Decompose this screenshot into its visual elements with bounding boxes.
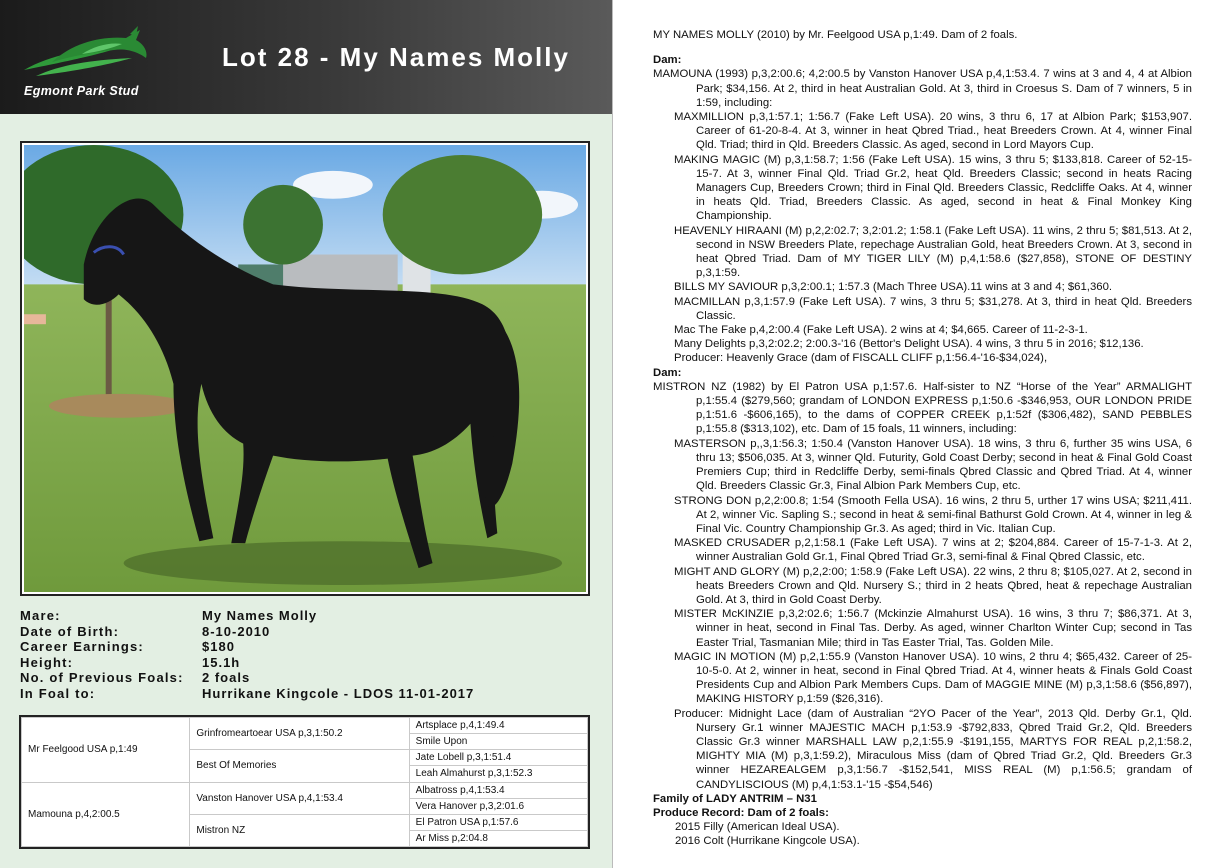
pedigree-gen2: Mistron NZ — [190, 814, 409, 846]
first-dam-progeny — [653, 110, 1192, 323]
mare-details — [20, 608, 600, 701]
detail-label: No. of Previous Foals: — [20, 670, 184, 685]
left-panel — [0, 0, 612, 868]
pedigree-sire: Mr Feelgood USA p,1:49 — [22, 718, 190, 783]
second-dam-producer: Producer: Midnight Lace (dam of Australian “2YO Pacer of the Year”, 2013 Qld. Derby Gr.1, Qld. Nursery Gr.1 winner MAJESTIC MACH p,1:53.9 -$792,833, Qbred Traid Gr.2, Qld. Breeders Classic Gr.3 winner MARSHALL LAW p,2,1:55.9 -$191,155, MARTYS FOR REAL p,2,1:58.2, MIGHTY MIA (M) p,3,1:59.2), Miraculous Miss (dam of Qbred Triad Gr.2, Qld. Breeders Gr.3 winner HEZAREALGEM p,3,1:56.7 -$152,541, MISS REAL (M) p,1:56.5; grandam of CANDYLISCIOUS (M) p,4,1:53.1-'15 -$54,546) — [674, 707, 1192, 791]
minor-entry: Many Delights p,3,2:02.2; 2:00.3-'16 (Bettor's Delight USA). 4 wins, 3 thru 5 in 2016; $12,136. — [674, 338, 1144, 351]
header-banner — [0, 0, 612, 114]
detail-value: $180 — [202, 639, 235, 654]
detail-label: In Foal to: — [20, 685, 96, 701]
detail-value: My Names Molly — [202, 608, 318, 623]
progeny-entry: MASKED CRUSADER p,2,1:58.1 (Fake Left USA). 7 wins at 2; $204,884. Career of 15-7-1-3. At 2, winner Australian Gold Gr.1, Final Qbred Triad Gr.3, semi-final & Final Qbred Classic, etc. — [674, 537, 1192, 564]
catalogue-page — [612, 0, 1228, 868]
detail-label: Height: — [20, 654, 74, 670]
detail-row — [20, 624, 600, 640]
pedigree-gen3: Albatross p,4,1:53.4 — [409, 782, 587, 798]
progeny-entry: STRONG DON p,2,2:00.8; 1:54 (Smooth Fella USA). 16 wins, 2 thru 5, urther 17 wins USA; $211,411. At 2, winner Vic. Sapling S.; second in heat & semi-final Bathurst Gold Crown. At 4, winner in leg & Final Vic. Country Championship Gr.3. As aged; third in Vic. Italian Cup. — [674, 494, 1192, 535]
horse-logo-icon — [22, 24, 150, 82]
first-dam-minor — [653, 323, 1192, 366]
progeny-entry: MAGIC IN MOTION (M) p,2,1:55.9 (Vanston Hanover USA). 10 wins, 2 thru 4; $65,432. Career of 25-10-5-0. At 2, winner in heat, second in Final Qbred Triad. At 4, winner heats & Finals Gold Coast Presidents Cup and Albion Park Members Cups. Dam of MAGGIE MINE (M) p,3,1:58.6 ($56,897), MAKING HISTORY p,1:59 ($26,316). — [674, 650, 1192, 706]
detail-value: 2 foals — [202, 670, 251, 685]
progeny-entry: MASTERSON p,,3,1:56.3; 1:50.4 (Vanston Hanover USA). 18 wins, 3 thru 6, further 35 wins USA, 6 thru 13; $506,035. At 3, winner Qld. Futurity, Gold Coast Derby; second in heat & Final Gold Coast Premiers Cup; third in Redcliffe Derby, semi-finals Qbred Classic and Qbred Triad. At 4, winner Qld. Breeders Classic Gr.3, Final Albion Park Members Cup, etc. — [674, 437, 1192, 493]
detail-row — [20, 670, 600, 686]
pedigree-gen2: Vanston Hanover USA p,4,1:53.4 — [190, 782, 409, 814]
progeny-entry: MISTER McKINZIE p,3,2:02.6; 1:56.7 (Mckinzie Almahurst USA). 16 wins, 3 thru 7; $86,371. At 3, winner in heat, second in Final Tas. Derby. As aged, winner Charlton Winter Cup; second in Tas Easter Trial, Tasmanian Mile; third in Tas Easter Trial, Tas. Golden Mile. — [674, 608, 1192, 649]
produce-record — [653, 820, 1192, 848]
first-dam-paragraph: MAMOUNA (1993) p,3,2:00.6; 4,2:00.5 by Vanston Hanover USA p,4,1:53.4. 7 wins at 3 and 4, 4 at Albion Park; $34,156. At 2, third in heat Australian Gold. At 3, third in Croesus S. Dam of 7 winners, 5 in 1:59, including: — [653, 68, 1192, 109]
horse-photo-frame — [20, 141, 590, 596]
family-line: Family of LADY ANTRIM – N31 — [653, 792, 817, 805]
progeny-entry: MAKING MAGIC (M) p,3,1:58.7; 1:56 (Fake Left USA). 15 wins, 3 thru 5; $133,818. Career of 52-15-15-7. At 3, winner Final Qld. Triad Gr.2, heat Qld. Breeders Classic; second in heats Racing Managers Cup, Breeders Crown; third in Final Qld. Breeders Classic, Redcliffe Oaks. At 4, winner in heats Qld. Triad, Breeders Classic. As aged, second in heat & Final Monkey King Championship. — [674, 153, 1192, 223]
detail-value: 15.1h — [202, 654, 241, 670]
minor-entry: Producer: Heavenly Grace (dam of FISCALL CLIFF p,1:56.4-'16-$34,024), — [674, 352, 1048, 365]
detail-value: 8-10-2010 — [202, 623, 271, 639]
detail-label: Career Earnings: — [20, 639, 144, 654]
dam-heading: Dam: — [653, 54, 682, 67]
pedigree-gen3: Vera Hanover p,3,2:01.6 — [409, 798, 587, 814]
detail-row — [20, 639, 600, 655]
produce-heading: Produce Record: Dam of 2 foals: — [653, 806, 829, 819]
pedigree-gen3: Leah Almahurst p,3,1:52.3 — [409, 766, 587, 782]
pedigree-gen3: Artsplace p,4,1:49.4 — [409, 718, 587, 734]
pedigree-gen2: Best Of Memories — [190, 750, 409, 782]
lot-title: Lot 28 - My Names Molly — [222, 42, 570, 72]
detail-value: Hurrikane Kingcole - LDOS 11-01-2017 — [202, 685, 475, 701]
minor-entry: Mac The Fake p,4,2:00.4 (Fake Left USA). 2 wins at 4; $4,665. Career of 11-2-3-1. — [674, 324, 1088, 337]
detail-row — [20, 655, 600, 671]
dam-heading: Dam: — [653, 366, 682, 379]
stud-name: Egmont Park Stud — [24, 84, 139, 98]
pedigree-table — [19, 715, 590, 849]
detail-label: Mare: — [20, 608, 61, 623]
pedigree-gen3: Ar Miss p,2:04.8 — [409, 830, 587, 846]
produce-entry: 2016 Colt (Hurrikane Kingcole USA). — [675, 835, 860, 848]
intro-line: MY NAMES MOLLY (2010) by Mr. Feelgood USA p,1:49. Dam of 2 foals. — [653, 29, 1018, 41]
pedigree-gen3: Smile Upon — [409, 734, 587, 750]
pedigree-gen2: Grinfromeartoear USA p,3,1:50.2 — [190, 718, 409, 750]
detail-row — [20, 608, 600, 624]
horse-photo — [24, 145, 586, 592]
pedigree-dam: Mamouna p,4,2:00.5 — [22, 782, 190, 847]
progeny-entry: MACMILLAN p,3,1:57.9 (Fake Left USA). 7 wins, 3 thru 5; $31,278. At 3, third in heat Qld. Breeders Classic. — [674, 295, 1192, 322]
progeny-entry: MAXMILLION p,3,1:57.1; 1:56.7 (Fake Left USA). 20 wins, 3 thru 6, 17 at Albion Park; $153,907. Career of 61-20-8-4. At 3, winner in heat Qbred Triad., heat Breeders Crown. At 4, winner Final Qld. Triad; third in Qld. Breeders Classic. As aged, second in Lord Mayors Cup. — [674, 111, 1192, 152]
second-dam-paragraph: MISTRON NZ (1982) by El Patron USA p,1:57.6. Half-sister to NZ “Horse of the Year” ARMALIGHT p,1:55.4 ($279,560; grandam of LONDON EXPRESS p,1:50.6 -$346,953, OUR LONDON PRIDE p,1:51.6 -$606,165), to the dams of COPPER CREEK p,1:52f ($306,482), SAND PEBBLES p,1:55.8 ($313,102), etc. Dam of 15 foals, 11 winners, including: — [653, 380, 1192, 436]
detail-row — [20, 686, 600, 702]
pedigree-gen3: El Patron USA p,1:57.6 — [409, 814, 587, 830]
detail-label: Date of Birth: — [20, 623, 120, 639]
progeny-entry: MIGHT AND GLORY (M) p,2,2:00; 1:58.9 (Fake Left USA). 22 wins, 2 thru 8; $105,027. At 2, second in heats Breeders Crown and Qld. Nursery S.; third in 2 heats Qbred, heat & repechage Australian Gold. At 3, third in Gold Coast Derby. — [674, 565, 1192, 606]
produce-entry: 2015 Filly (American Ideal USA). — [675, 821, 840, 834]
progeny-entry: BILLS MY SAVIOUR p,3,2:00.1; 1:57.3 (Mach Three USA).11 wins at 3 and 4; $61,360. — [674, 281, 1113, 294]
second-dam-progeny — [653, 437, 1192, 707]
progeny-entry: HEAVENLY HIRAANI (M) p,2,2:02.7; 3,2:01.2; 1:58.1 (Fake Left USA). 11 wins, 2 thru 5; $81,513. At 2, second in NSW Breeders Plate, repechage Australian Gold, heat Breeders Crown. At 3, second in heat Qbred Triad. Dam of MY TIGER LILY (M) p,4,1:58.6 ($27,858), STONE OF DESTINY p,3,1:59. — [674, 224, 1192, 280]
pedigree-gen3: Jate Lobell p,3,1:51.4 — [409, 750, 587, 766]
